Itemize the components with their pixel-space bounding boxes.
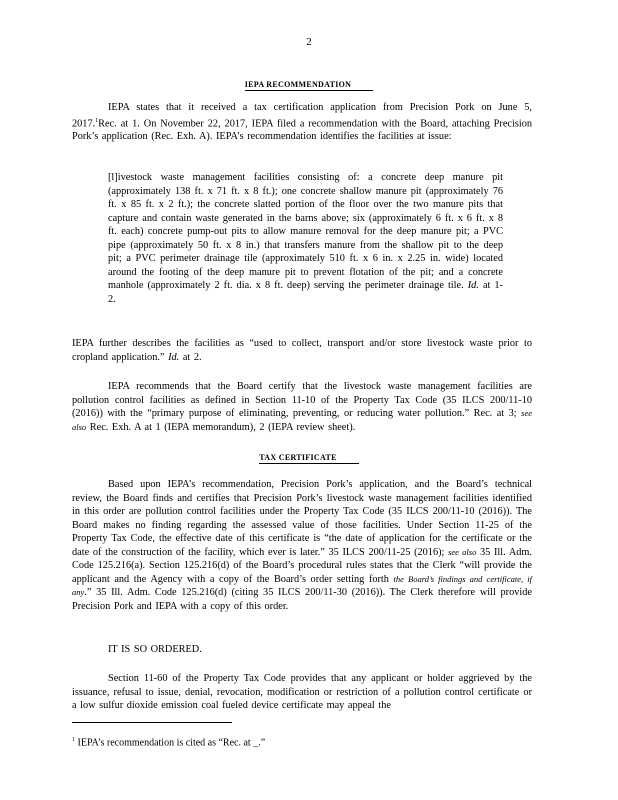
section-heading-tax-certificate: TAX CERTIFICATE [0,451,618,465]
paragraph-iepa-describes: IEPA further describes the facilities as “used to collect, transport and/or store livestock waste prior to cropland application.” Id. at 2. [72,338,532,363]
order-statement: IT IS SO ORDERED. [108,644,202,655]
paragraph-section-11-60: Section 11-60 of the Property Tax Code provides that any applicant or holder aggrieved by the issuance, refusal to issue, denial, revocation, modification or restriction of a pollution control certificate or a low sulfur dioxide emission coal fueled device certificate may appeal the [72,673,532,711]
page-number: 2 [306,36,312,48]
footnote: $^1$ IEPA’s recommendation is cited as “Rec. at _.” [72,737,266,749]
paragraph-iepa-states: IEPA states that it received a tax certification application from Precision Pork on June 5, 2017.$^1$Rec. at 1. On November 22, 2017, IEPA filed a recommendation with the Board, attaching Precision Pork’s application (Rec. Exh. A). IEPA’s recommendation identifies the facilities at issue: [72,102,532,143]
footnote-ref: 1 [95,117,99,124]
footnote-divider [72,722,232,723]
paragraph-iepa-recommends: IEPA recommends that the Board certify that the livestock waste management facilities are pollution control facilities as defined in Section 11-10 of the Property Tax Code (35 ILCS 200/11-10 (2016)) with the “primary purpose of eliminating, preventing, or reducing water pollution.” Rec. at 3; see also Rec. Exh. A at 1 (IEPA memorandum), 2 (IEPA review sheet). [72,381,532,433]
paragraph-board-certifies: Based upon IEPA’s recommendation, Precision Pork’s application, and the Board’s technical review, the Board finds and certifies that Precision Pork’s livestock waste management facilities identified in this order are pollution control facilities under the Property Tax Code (35 ILCS 200/11-10 (2016)). The Board makes no finding regarding the assessed value of those facilities. Under Section 11-25 of the Property Tax Code, the effective date of this certificate is “the date of application for the certificate or the date of the construction of the facility, which ever is later.” 35 ILCS 200/11-25 (2016); see also 35 Ill. Adm. Code 125.216(a). Section 125.216(d) of the Board’s procedural rules states that the Clerk “will provide the applicant and the Agency with a copy of the Board’s order setting forth the Board’s findings and certificate, if any.” 35 Ill. Adm. Code 125.216(d) (citing 35 ILCS 200/11-30 (2016)). The Clerk therefore will provide Precision Pork and IEPA with a copy of this order. [72,479,532,612]
block-quote-facilities: [l]ivestock waste management facilities consisting of: a concrete deep manure pit (approximately 138 ft. x 71 ft. x 8 ft.); one concrete shallow manure pit (approximately 76 ft. x 85 ft. x 2 ft.); the concrete slatted portion of the floor over the two manure pits that capture and contain waste generated in the barns above; six (approximately 6 ft. x 6 ft. x 8 ft. each) concrete pump-out pits to allow manure removal for the deep manure pit; a PVC pipe (approximately 50 ft. x 8 in.) that transfers manure from the shallow pit to the deep pit; a PVC perimeter drainage tile (approximately 510 ft. x 6 in. x 2.25 in. wide) located around the footing of the deep manure pit to prevent flotation of the pit; and a concrete manhole (approximately 2 ft. dia. x 8 ft. deep) serving the perimeter drainage tile. Id. at 1-2. [108,172,503,305]
section-heading-iepa-recommendation: IEPA RECOMMENDATION [0,78,618,92]
